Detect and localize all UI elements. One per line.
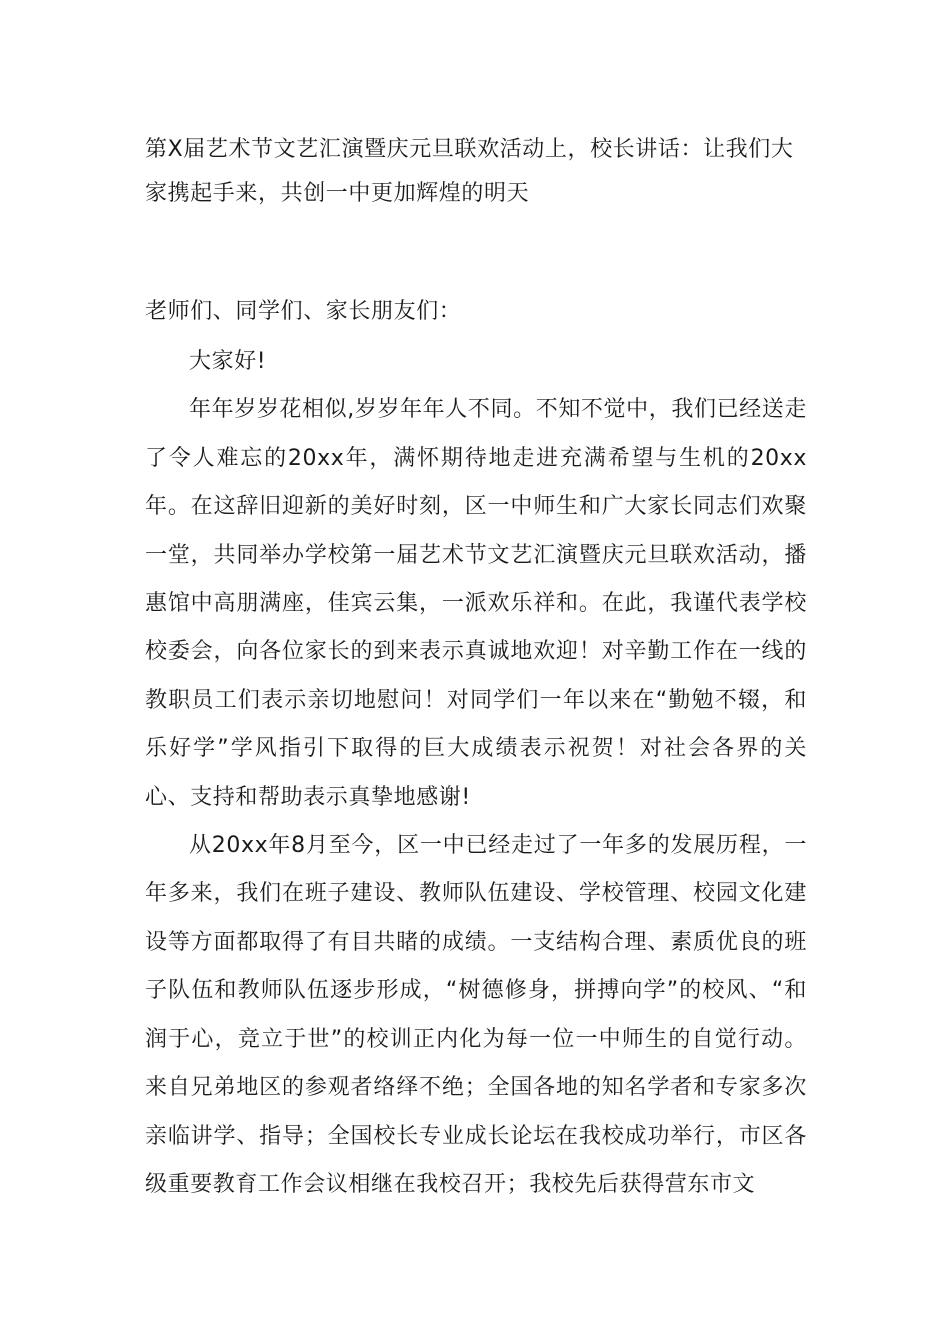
- document-title: 第X届艺术节文艺汇演暨庆元旦联欢活动上，校长讲话：让我们大家携起手来，共创一中更加辉煌的明天: [145, 137, 794, 206]
- paragraph-greeting: 大家好!: [189, 349, 267, 374]
- paragraph-new-year: 年年岁岁花相似,岁岁年年人不同。不知不觉中，我们已经送走了令人难忘的20xx年，满怀期待地走进充满希望与生机的20xx年。在这辞旧迎新的美好时刻，区一中师生和广大家长同志们欢聚一堂，共同举办学校第一届艺术节文艺汇演暨庆元旦联欢活动，播惠馆中高朋满座，佳宾云集，一派欢乐祥和。在此，我谨代表学校校委会，向各位家长的到来表示真诚地欢迎！对辛勤工作在一线的教职员工们表示亲切地慰问！对同学们一年以来在“勤勉不辍，和乐好学”学风指引下取得的巨大成绩表示祝贺！对社会各界的关心、支持和帮助表示真挚地感谢!: [145, 397, 807, 810]
- document-page: [145, 128, 807, 1209]
- paragraph-development: 从20xx年8月至今，区一中已经走过了一年多的发展历程，一年多来，我们在班子建设、教师队伍建设、学校管理、校园文化建设等方面都取得了有目共睹的成绩。一支结构合理、素质优良的班子队伍和教师队伍逐步形成，“树德修身，拼搏向学”的校风、“和润于心，竞立于世”的校训正内化为每一位一中师生的自觉行动。来自兄弟地区的参观者络绎不绝；全国各地的知名学者和专家多次亲临讲学、指导；全国校长专业成长论坛在我校成功举行，市区各级重要教育工作会议相继在我校召开；我校先后获得营东市文: [145, 833, 807, 1197]
- salutation: 老师们、同学们、家长朋友们：: [145, 299, 462, 324]
